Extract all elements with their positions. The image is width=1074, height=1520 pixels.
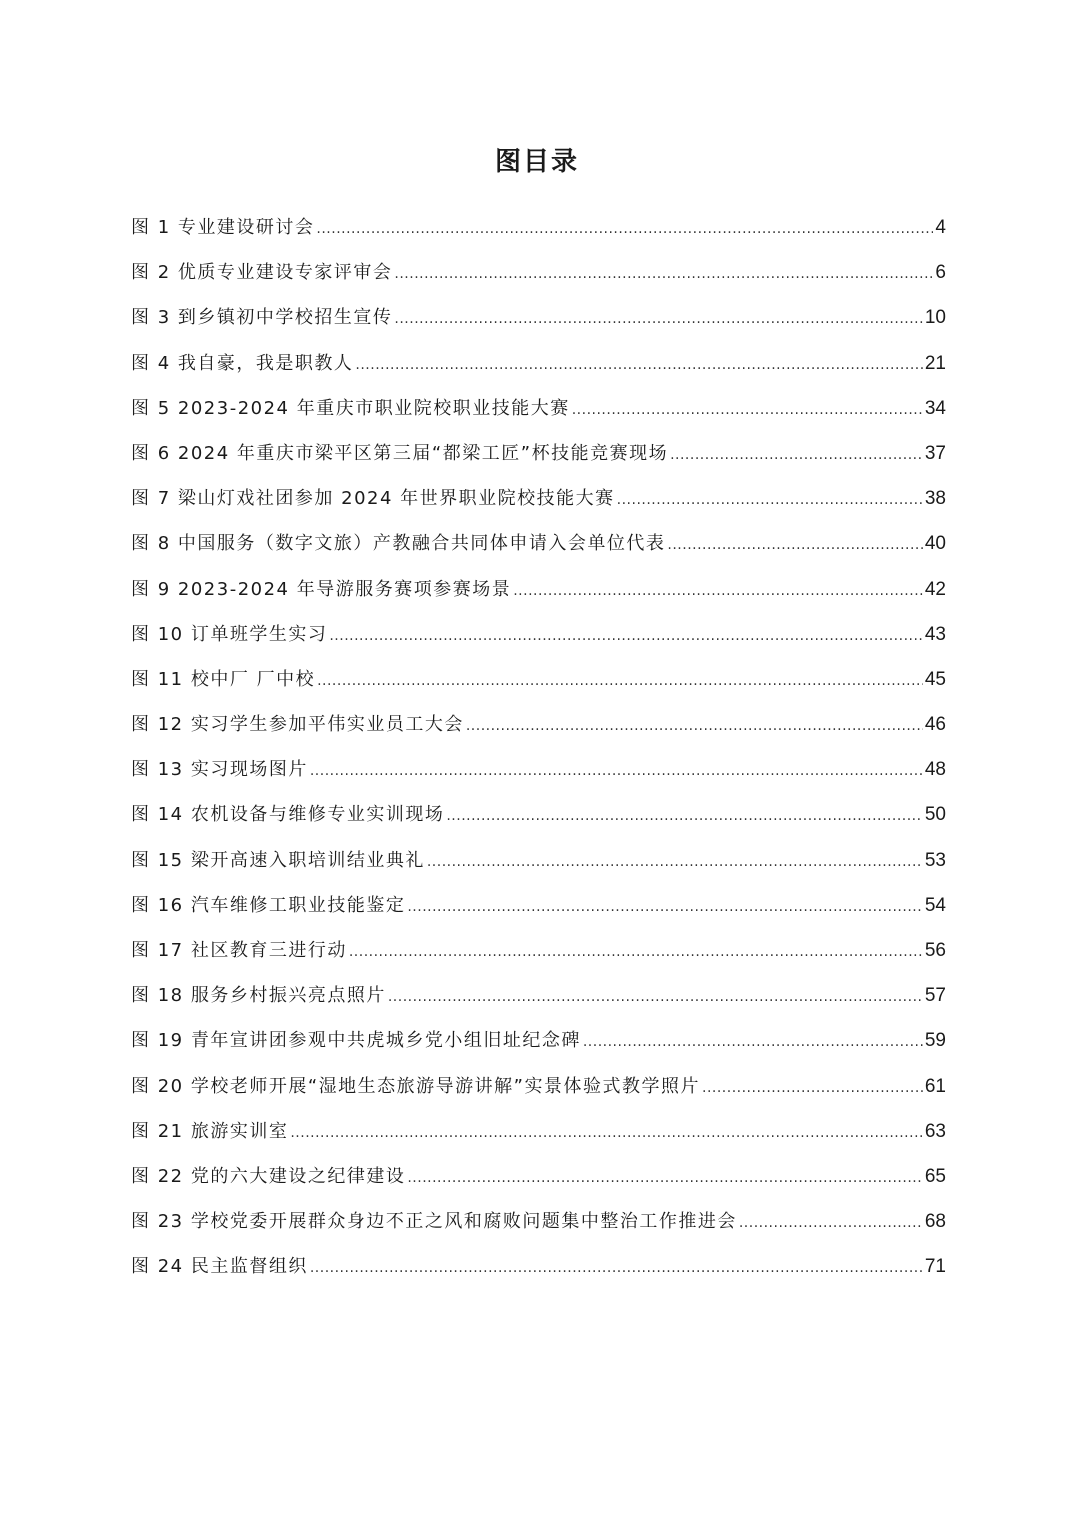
toc-entry[interactable] [131, 792, 946, 837]
toc-entry-page-number: 10 [924, 307, 946, 329]
dot-leader [317, 659, 923, 704]
dot-leader [427, 840, 923, 885]
dot-leader [702, 1066, 923, 1111]
toc-entry-label: 图 23 学校党委开展群众身边不正之风和腐败问题集中整治工作推进会 [131, 1211, 737, 1233]
dot-leader [394, 297, 922, 342]
toc-entry-page-number: 56 [924, 940, 946, 961]
toc-entry-label: 图 24 民主监督组织 [131, 1256, 308, 1278]
toc-entry[interactable] [131, 702, 946, 747]
dot-leader [466, 704, 923, 749]
toc-entry-page-number: 54 [924, 894, 946, 916]
toc-entry[interactable] [131, 205, 946, 250]
toc-entry-page-number: 45 [924, 668, 946, 690]
toc-entry[interactable] [131, 883, 946, 928]
toc-entry-label: 图 8 中国服务（数字文旅）产教融合共同体申请入会单位代表 [131, 533, 666, 555]
figure-list [131, 205, 946, 1290]
toc-entry[interactable] [131, 1109, 946, 1154]
toc-entry-page-number: 34 [924, 397, 946, 419]
toc-entry-label: 图 9 2023-2024 年导游服务赛项参赛场景 [131, 578, 512, 600]
toc-entry-page-number: 59 [924, 1030, 946, 1052]
toc-entry-page-number: 4 [935, 217, 946, 238]
dot-leader [446, 794, 923, 839]
toc-entry-label: 图 7 梁山灯戏社团参加 2024 年世界职业院校技能大赛 [131, 488, 615, 510]
dot-leader [388, 975, 923, 1020]
dot-leader [310, 1246, 923, 1291]
toc-entry-label: 图 5 2023-2024 年重庆市职业院校职业技能大赛 [131, 397, 570, 419]
toc-entry-label: 图 21 旅游实训室 [131, 1120, 289, 1142]
toc-entry[interactable] [131, 250, 946, 295]
toc-entry-page-number: 57 [924, 985, 946, 1007]
toc-entry-label: 图 19 青年宣讲团参观中共虎城乡党小组旧址纪念碑 [131, 1030, 581, 1052]
dot-leader [667, 523, 922, 568]
dot-leader [670, 433, 923, 478]
toc-entry[interactable] [131, 928, 946, 973]
toc-entry-page-number: 65 [924, 1165, 946, 1187]
dot-leader [290, 1111, 923, 1156]
dot-leader [513, 569, 923, 614]
toc-entry[interactable] [131, 1244, 946, 1289]
toc-entry-label: 图 20 学校老师开展“湿地生态旅游导游讲解”实景体验式教学照片 [131, 1075, 700, 1097]
toc-entry[interactable] [131, 1154, 946, 1199]
toc-entry-label: 图 13 实习现场图片 [131, 759, 308, 781]
toc-entry[interactable] [131, 1018, 946, 1063]
toc-entry-page-number: 63 [924, 1120, 946, 1142]
toc-entry[interactable] [131, 386, 946, 431]
toc-entry-page-number: 6 [935, 262, 946, 284]
toc-entry-label: 图 14 农机设备与维修专业实训现场 [131, 804, 445, 826]
toc-entry-label: 图 6 2024 年重庆市梁平区第三届“都梁工匠”杯技能竞赛现场 [131, 442, 669, 464]
toc-entry-label: 图 2 优质专业建设专家评审会 [131, 262, 393, 284]
dot-leader [394, 252, 933, 297]
toc-entry-page-number: 50 [924, 804, 946, 826]
toc-entry-label: 图 4 我自豪，我是职教人 [131, 352, 354, 374]
toc-entry-label: 图 3 到乡镇初中学校招生宣传 [131, 307, 393, 329]
toc-entry[interactable] [131, 838, 946, 883]
toc-entry[interactable] [131, 747, 946, 792]
dot-leader [572, 388, 923, 433]
dot-leader [349, 930, 923, 975]
toc-entry[interactable] [131, 295, 946, 340]
dot-leader [583, 1020, 923, 1065]
toc-entry-label: 图 1 专业建设研讨会 [131, 217, 315, 238]
toc-entry[interactable] [131, 1199, 946, 1244]
toc-entry[interactable] [131, 612, 946, 657]
toc-entry[interactable] [131, 476, 946, 521]
toc-entry[interactable] [131, 657, 946, 702]
dot-leader [739, 1201, 923, 1246]
dot-leader [617, 478, 923, 523]
toc-entry-label: 图 10 订单班学生实习 [131, 623, 328, 645]
toc-entry-page-number: 61 [924, 1075, 946, 1097]
toc-entry-page-number: 21 [924, 352, 946, 374]
toc-entry-label: 图 18 服务乡村振兴亮点照片 [131, 985, 386, 1007]
toc-entry-label: 图 15 梁开高速入职培训结业典礼 [131, 849, 425, 871]
page-title: 图目录 [494, 147, 579, 177]
toc-entry[interactable] [131, 973, 946, 1018]
dot-leader [407, 1156, 923, 1201]
toc-entry-page-number: 68 [924, 1211, 946, 1233]
dot-leader [316, 207, 933, 252]
toc-entry-page-number: 38 [924, 488, 946, 510]
toc-entry-label: 图 17 社区教育三进行动 [131, 940, 347, 961]
dot-leader [329, 614, 923, 659]
dot-leader [407, 885, 923, 930]
toc-entry[interactable] [131, 1064, 946, 1109]
toc-entry[interactable] [131, 341, 946, 386]
toc-entry-label: 图 11 校中厂 厂中校 [131, 668, 316, 690]
toc-entry-page-number: 40 [924, 533, 946, 555]
toc-entry-label: 图 12 实习学生参加平伟实业员工大会 [131, 714, 464, 736]
toc-entry-page-number: 48 [924, 759, 946, 781]
toc-entry-label: 图 22 党的六大建设之纪律建设 [131, 1165, 406, 1187]
toc-entry-page-number: 43 [924, 623, 946, 645]
dot-leader [355, 343, 922, 388]
toc-entry-page-number: 37 [924, 442, 946, 464]
toc-entry[interactable] [131, 567, 946, 612]
toc-entry[interactable] [131, 521, 946, 566]
toc-entry-label: 图 16 汽车维修工职业技能鉴定 [131, 894, 406, 916]
toc-entry[interactable] [131, 431, 946, 476]
dot-leader [310, 749, 923, 794]
toc-entry-page-number: 42 [924, 578, 946, 600]
toc-entry-page-number: 53 [924, 849, 946, 871]
toc-entry-page-number: 71 [924, 1256, 946, 1278]
toc-entry-page-number: 46 [924, 714, 946, 736]
